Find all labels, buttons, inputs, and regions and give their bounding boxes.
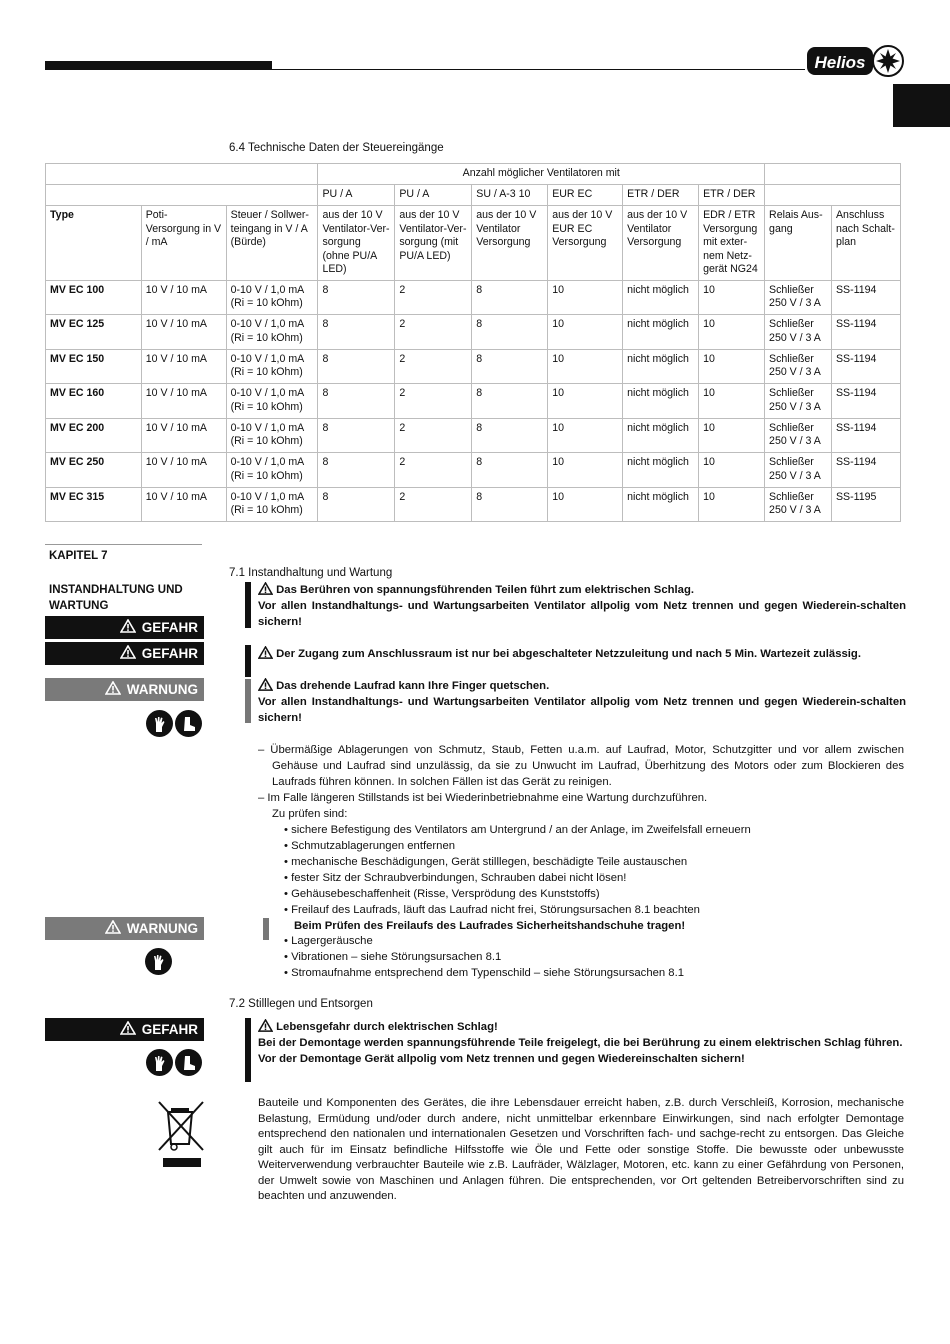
table-header-empty bbox=[46, 164, 318, 185]
warning-badge bbox=[45, 917, 204, 940]
danger-badge bbox=[45, 1018, 204, 1041]
gloves-icon bbox=[146, 1049, 173, 1076]
table-col-header: Poti-Versorgung in V / mA bbox=[141, 206, 226, 281]
table-cell: Schließer 250 V / 3 A bbox=[765, 453, 832, 488]
safety-boots-icon bbox=[175, 1049, 202, 1076]
table-row bbox=[46, 315, 901, 350]
notice-text: Das Berühren von spannungsführenden Teilen führt zum elektrischen Schlag. bbox=[276, 584, 694, 596]
table-group-header: Anzahl möglicher Ventilatoren mit bbox=[318, 164, 765, 185]
danger-notice-2 bbox=[258, 646, 908, 662]
table-cell-type: MV EC 160 bbox=[46, 384, 142, 419]
table-cell: 2 bbox=[395, 280, 472, 315]
table-cell: Schließer 250 V / 3 A bbox=[765, 418, 832, 453]
table-cell: nicht möglich bbox=[623, 349, 699, 384]
maintenance-item-1: – Übermäßige Ablagerungen von Schmutz, Staub, Fetten u.a.m. auf Laufrad, Motor, Schutzgitter und vor allem zwischen Gehäuse und Laufrad sind unzulässig, da sie zu Unwucht im Laufrad, Überhitzung des Motors oder zum Blockieren des Laufrads führen können. In solchen Fällen ist das Gerät zu reinigen. bbox=[258, 744, 904, 788]
notice-text: Das drehende Laufrad kann Ihre Finger quetschen. bbox=[276, 680, 550, 692]
danger-bar bbox=[245, 582, 251, 628]
list-item: • Freilauf des Laufrads, läuft das Laufrad nicht frei, Störungsursachen 8.1 beachten bbox=[284, 904, 700, 916]
danger-badge bbox=[45, 642, 204, 665]
table-subheader-empty bbox=[46, 185, 318, 206]
table-cell: nicht möglich bbox=[623, 487, 699, 522]
check-list bbox=[284, 822, 904, 918]
badge-label: GEFAHR bbox=[141, 1022, 198, 1037]
danger-notice-4 bbox=[258, 1019, 904, 1067]
notice-text: Vor allen Instandhaltungs- und Wartungsarbeiten Ventilator allpolig vom Netz trennen und gegen Wiederein-schalten sichern! bbox=[258, 600, 906, 628]
list-item: • sichere Befestigung des Ventilators am Untergrund / an der Anlage, im Zweifelsfall erneuern bbox=[284, 824, 751, 836]
table-col-header: aus der 10 V Ventilator-Ver-sorgung (mit PU/A LED) bbox=[395, 206, 472, 281]
table-cell: 10 bbox=[699, 280, 765, 315]
list-item: • Lagergeräusche bbox=[284, 935, 373, 947]
warning-triangle-icon bbox=[120, 619, 136, 636]
warning-notice-3 bbox=[258, 678, 906, 726]
table-subheader: ETR / DER bbox=[623, 185, 699, 206]
table-row bbox=[46, 349, 901, 384]
table-cell: 8 bbox=[472, 315, 548, 350]
danger-badge bbox=[45, 616, 204, 639]
table-col-header: aus der 10 V Ventilator Versorgung bbox=[472, 206, 548, 281]
table-cell: SS-1194 bbox=[831, 418, 900, 453]
table-cell: 8 bbox=[472, 453, 548, 488]
table-cell: 8 bbox=[472, 280, 548, 315]
table-cell: 2 bbox=[395, 384, 472, 419]
table-cell: Schließer 250 V / 3 A bbox=[765, 349, 832, 384]
table-col-header: aus der 10 V Ventilator-Ver-sorgung (ohne PU/A LED) bbox=[318, 206, 395, 281]
sidebar-rule bbox=[45, 544, 202, 545]
logo-text: Helios bbox=[814, 53, 866, 72]
table-subheader: EUR EC bbox=[548, 185, 623, 206]
table-cell: 10 bbox=[699, 349, 765, 384]
notice-text: Der Zugang zum Anschlussraum ist nur bei abgeschalteter Netzzuleitung und nach 5 Min. Wartezeit zulässig. bbox=[276, 648, 861, 660]
warning-triangle-icon bbox=[120, 645, 136, 662]
table-cell: nicht möglich bbox=[623, 453, 699, 488]
table-cell-type: MV EC 100 bbox=[46, 280, 142, 315]
warning-triangle-icon bbox=[258, 584, 273, 596]
table-col-header: Relais Aus-gang bbox=[765, 206, 832, 281]
table-cell: 0-10 V / 1,0 mA (Ri = 10 kOhm) bbox=[226, 280, 318, 315]
table-cell: 2 bbox=[395, 418, 472, 453]
table-cell-type: MV EC 315 bbox=[46, 487, 142, 522]
table-cell: 0-10 V / 1,0 mA (Ri = 10 kOhm) bbox=[226, 384, 318, 419]
table-cell: 0-10 V / 1,0 mA (Ri = 10 kOhm) bbox=[226, 315, 318, 350]
table-cell: 10 V / 10 mA bbox=[141, 280, 226, 315]
table-cell: 8 bbox=[472, 418, 548, 453]
table-cell: Schließer 250 V / 3 A bbox=[765, 487, 832, 522]
table-cell: 8 bbox=[318, 315, 395, 350]
table-row bbox=[46, 418, 901, 453]
badge-label: WARNUNG bbox=[126, 682, 198, 697]
table-cell: 10 bbox=[548, 418, 623, 453]
table-row bbox=[46, 487, 901, 522]
table-cell: 2 bbox=[395, 453, 472, 488]
table-row bbox=[46, 280, 901, 315]
chapter-title: INSTANDHALTUNG UND WARTUNG bbox=[49, 584, 183, 612]
check-list-2 bbox=[284, 933, 904, 981]
table-cell: 2 bbox=[395, 487, 472, 522]
ppe-icons bbox=[146, 710, 202, 737]
table-subheader: PU / A bbox=[395, 185, 472, 206]
table-cell: nicht möglich bbox=[623, 315, 699, 350]
table-cell: SS-1195 bbox=[831, 487, 900, 522]
table-cell: SS-1194 bbox=[831, 315, 900, 350]
warning-triangle-icon bbox=[258, 1021, 273, 1033]
table-cell: SS-1194 bbox=[831, 453, 900, 488]
warning-triangle-icon bbox=[258, 648, 273, 660]
warning-bar bbox=[263, 918, 269, 940]
header-rule-thin bbox=[272, 69, 805, 70]
header-rule-thick bbox=[45, 61, 272, 70]
table-cell: nicht möglich bbox=[623, 418, 699, 453]
table-subheader: ETR / DER bbox=[699, 185, 765, 206]
table-cell: 10 V / 10 mA bbox=[141, 384, 226, 419]
table-subheader: PU / A bbox=[318, 185, 395, 206]
table-cell: 10 bbox=[548, 487, 623, 522]
ppe-icons bbox=[145, 948, 172, 975]
table-header-empty-right bbox=[765, 164, 901, 185]
table-cell: 8 bbox=[318, 280, 395, 315]
maintenance-item-2: – Im Falle längeren Stillstands ist bei Wiederinbetriebnahme eine Wartung durchzuführen. bbox=[258, 792, 708, 804]
warning-triangle-icon bbox=[105, 681, 121, 698]
gloves-icon bbox=[145, 948, 172, 975]
table-cell: 10 bbox=[548, 384, 623, 419]
table-cell: Schließer 250 V / 3 A bbox=[765, 384, 832, 419]
safety-boots-icon bbox=[175, 710, 202, 737]
table-cell: 10 bbox=[548, 349, 623, 384]
table-cell: 2 bbox=[395, 315, 472, 350]
table-cell: Schließer 250 V / 3 A bbox=[765, 280, 832, 315]
warning-badge bbox=[45, 678, 204, 701]
badge-label: GEFAHR bbox=[141, 646, 198, 661]
danger-bar bbox=[245, 645, 251, 677]
list-item: • Vibrationen – siehe Störungsursachen 8.1 bbox=[284, 951, 502, 963]
table-cell: 0-10 V / 1,0 mA (Ri = 10 kOhm) bbox=[226, 487, 318, 522]
table-cell: 10 V / 10 mA bbox=[141, 487, 226, 522]
ppe-icons bbox=[146, 1049, 202, 1076]
table-row bbox=[46, 453, 901, 488]
chapter-tab-marker bbox=[893, 84, 950, 127]
table-cell-type: MV EC 250 bbox=[46, 453, 142, 488]
table-cell: 0-10 V / 1,0 mA (Ri = 10 kOhm) bbox=[226, 418, 318, 453]
warning-triangle-icon bbox=[258, 680, 273, 692]
table-cell: 8 bbox=[318, 384, 395, 419]
table-cell: 10 V / 10 mA bbox=[141, 418, 226, 453]
control-inputs-table bbox=[45, 163, 901, 522]
notice-text: Bei der Demontage werden spannungsführende Teile freigelegt, die bei Berührung zu einem elektrischen Schlag führen. bbox=[258, 1037, 903, 1049]
table-cell: 10 bbox=[548, 280, 623, 315]
check-intro: Zu prüfen sind: bbox=[272, 808, 348, 820]
danger-notice-1 bbox=[258, 582, 906, 630]
table-body bbox=[46, 280, 901, 522]
table-col-header: aus der 10 V EUR EC Versorgung bbox=[548, 206, 623, 281]
section-6-4-title: 6.4 Technische Daten der Steuereingänge bbox=[229, 142, 444, 154]
table-cell: 2 bbox=[395, 349, 472, 384]
gloves-icon bbox=[146, 710, 173, 737]
table-cell: 8 bbox=[318, 349, 395, 384]
table-cell: 10 V / 10 mA bbox=[141, 315, 226, 350]
table-cell: 10 bbox=[699, 453, 765, 488]
warning-bar bbox=[245, 679, 251, 723]
table-cell: 8 bbox=[472, 349, 548, 384]
table-cell: 8 bbox=[318, 453, 395, 488]
table-cell: 0-10 V / 1,0 mA (Ri = 10 kOhm) bbox=[226, 349, 318, 384]
notice-text: Lebensgefahr durch elektrischen Schlag! bbox=[276, 1021, 498, 1033]
section-7-1-title: 7.1 Instandhaltung und Wartung bbox=[229, 567, 393, 579]
notice-text: Vor der Demontage Gerät allpolig vom Netz trennen und gegen Wiedereinschalten sichern! bbox=[258, 1053, 745, 1065]
table-cell: nicht möglich bbox=[623, 384, 699, 419]
badge-label: GEFAHR bbox=[141, 620, 198, 635]
table-cell-type: MV EC 200 bbox=[46, 418, 142, 453]
notice-text: Vor allen Instandhaltungs- und Wartungsarbeiten Ventilator allpolig vom Netz trennen und gegen Wiederein-schalten sichern! bbox=[258, 696, 906, 724]
warning-triangle-icon bbox=[105, 920, 121, 937]
table-subheader-empty-right bbox=[765, 185, 901, 206]
table-cell: 10 bbox=[548, 315, 623, 350]
helios-logo bbox=[806, 45, 904, 79]
table-cell: 0-10 V / 1,0 mA (Ri = 10 kOhm) bbox=[226, 453, 318, 488]
table-col-header: aus der 10 V Ventilator Versorgung bbox=[623, 206, 699, 281]
table-row bbox=[46, 384, 901, 419]
table-cell: 10 V / 10 mA bbox=[141, 453, 226, 488]
table-cell: 10 bbox=[699, 315, 765, 350]
table-cell: 8 bbox=[318, 418, 395, 453]
table-cell: 10 bbox=[699, 384, 765, 419]
table-cell: 8 bbox=[318, 487, 395, 522]
list-item: • Stromaufnahme entsprechend dem Typenschild – siehe Störungsursachen 8.1 bbox=[284, 967, 685, 979]
list-item: • Gehäusebeschaffenheit (Risse, Versprödung des Kunststoffs) bbox=[284, 888, 600, 900]
table-cell: 8 bbox=[472, 487, 548, 522]
table-cell: SS-1194 bbox=[831, 384, 900, 419]
table-cell: 10 bbox=[548, 453, 623, 488]
list-item: • mechanische Beschädigungen, Gerät stilllegen, beschädigte Teile austauschen bbox=[284, 856, 688, 868]
disposal-paragraph: Bauteile und Komponenten des Gerätes, die ihre Lebensdauer erreicht haben, z.B. durch Verschleiß, Korrosion, mechanische Belastung, Ermüdung und/oder durch andere, nicht unmittelbar erkennbare Einwirkungen, sind nach erfolgter Demontage entsprechend den nationalen und internationalen Gesetzen und Vorschriften fach- und sachge-recht zu entsorgen. Das Gleiche gilt auch für im Einsatz befindliche Hilfsstoffe wie Öle und Fette oder sonstige Stoffe. Die bewusste oder unbewusste Weiterverwendung verbrauchter Bauteile wie z.B. Laufräder, Wälzlager, Motoren, etc. kann zu einer Gefährdung von Personen, der Umwelt sowie von Maschinen und Anlagen führen. Die entsprechenden, vor Ort geltenden Betreibervorschriften sind zu beachten und anzuwenden. bbox=[258, 1097, 904, 1202]
glove-note: Beim Prüfen des Freilaufs des Laufrades Sicherheitshandschuhe tragen! bbox=[294, 920, 686, 932]
warning-triangle-icon bbox=[120, 1021, 136, 1038]
badge-label: WARNUNG bbox=[126, 921, 198, 936]
list-item: • fester Sitz der Schraubverbindungen, Schrauben dabei nicht lösen! bbox=[284, 872, 627, 884]
table-cell: 10 bbox=[699, 418, 765, 453]
table-cell: SS-1194 bbox=[831, 349, 900, 384]
chapter-label: KAPITEL 7 bbox=[49, 550, 108, 562]
table-cell: 10 V / 10 mA bbox=[141, 349, 226, 384]
list-item: • Schmutzablagerungen entfernen bbox=[284, 840, 456, 852]
table-cell-type: MV EC 150 bbox=[46, 349, 142, 384]
table-col-header: Type bbox=[46, 206, 142, 281]
section-7-2-title: 7.2 Stilllegen und Entsorgen bbox=[229, 998, 373, 1010]
table-col-header: Steuer / Sollwer-teingang in V / A (Bürde) bbox=[226, 206, 318, 281]
danger-bar bbox=[245, 1018, 251, 1082]
table-cell: Schließer 250 V / 3 A bbox=[765, 315, 832, 350]
table-col-header: EDR / ETR Versorgung mit exter-nem Netz-gerät NG24 bbox=[699, 206, 765, 281]
table-col-header: Anschluss nach Schalt-plan bbox=[831, 206, 900, 281]
weee-crossed-bin-icon bbox=[157, 1100, 205, 1173]
table-cell: 8 bbox=[472, 384, 548, 419]
table-cell: 10 bbox=[699, 487, 765, 522]
table-cell-type: MV EC 125 bbox=[46, 315, 142, 350]
table-subheader: SU / A-3 10 bbox=[472, 185, 548, 206]
table-cell: nicht möglich bbox=[623, 280, 699, 315]
table-cell: SS-1194 bbox=[831, 280, 900, 315]
